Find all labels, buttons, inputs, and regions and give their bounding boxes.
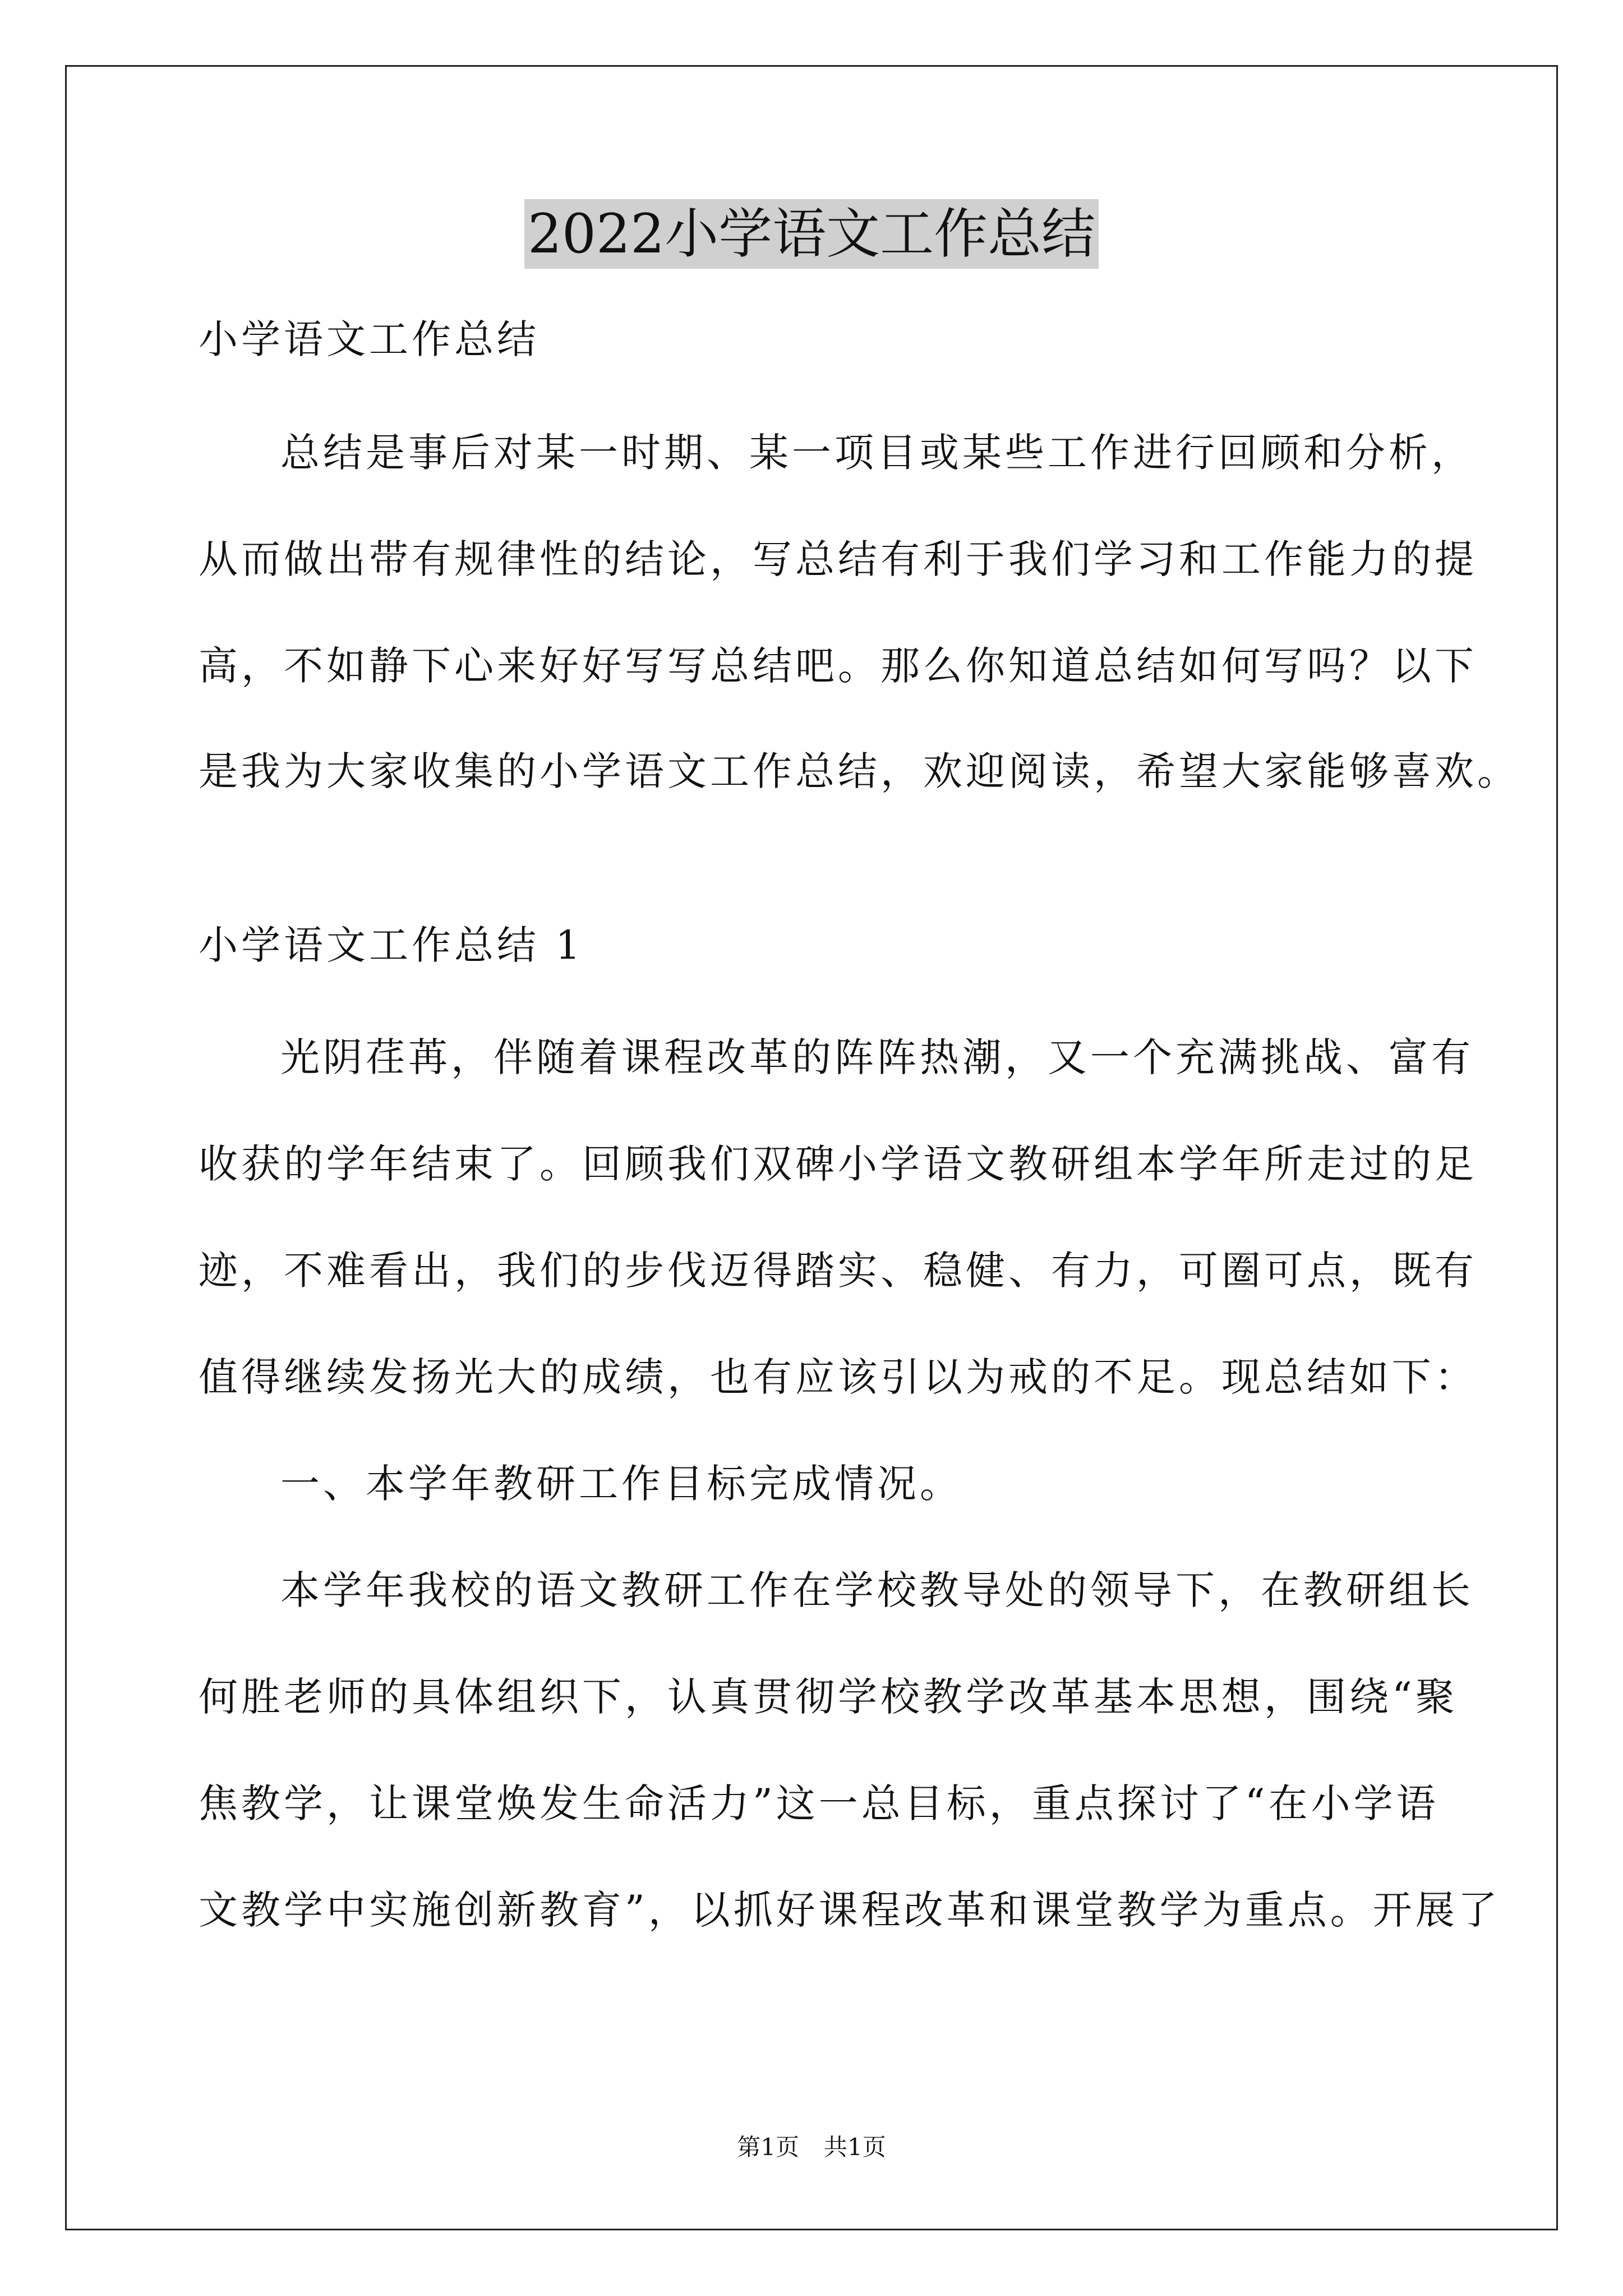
intro-line: 从而做出带有规律性的结论，写总结有利于我们学习和工作能力的提 <box>199 536 1477 582</box>
page-footer <box>0 2132 1623 2163</box>
intro-line: 总结是事后对某一时期、某一项目或某些工作进行回顾和分析， <box>280 430 1474 476</box>
paragraph-line: 何胜老师的具体组织下，认真贯彻学校教学改革基本思想，围绕“聚 <box>199 1674 1458 1720</box>
page-number-total: 共1页 <box>824 2133 886 2161</box>
document-subtitle: 小学语文工作总结 <box>199 316 540 362</box>
document-title-text: 2022小学语文工作总结 <box>524 199 1099 269</box>
paragraph-line: 收获的学年结束了。回顾我们双碑小学语文教研组本学年所走过的足 <box>199 1141 1477 1187</box>
subheading: 一、本学年教研工作目标完成情况。 <box>280 1461 962 1507</box>
paragraph-line: 迹，不难看出，我们的步伐迈得踏实、稳健、有力，可圈可点，既有 <box>199 1248 1477 1294</box>
intro-line: 高，不如静下心来好好写写总结吧。那么你知道总结如何写吗？以下 <box>199 643 1477 689</box>
paragraph-line: 焦教学，让课堂焕发生命活力”这一总目标，重点探讨了“在小学语 <box>199 1780 1439 1826</box>
paragraph-line: 文教学中实施创新教育”，以抓好课程改革和课堂教学为重点。开展了 <box>199 1887 1501 1933</box>
paragraph-line: 本学年我校的语文教研工作在学校教导处的领导下，在教研组长 <box>280 1567 1474 1613</box>
paragraph-line: 光阴荏苒，伴随着课程改革的阵阵热潮，又一个充满挑战、富有 <box>280 1034 1474 1080</box>
intro-line: 是我为大家收集的小学语文工作总结，欢迎阅读，希望大家能够喜欢。 <box>199 748 1520 794</box>
page-number-current: 第1页 <box>737 2133 799 2161</box>
document-title <box>0 197 1623 270</box>
section-heading: 小学语文工作总结 1 <box>199 922 584 968</box>
paragraph-line: 值得继续发扬光大的成绩，也有应该引以为戒的不足。现总结如下： <box>199 1354 1477 1400</box>
